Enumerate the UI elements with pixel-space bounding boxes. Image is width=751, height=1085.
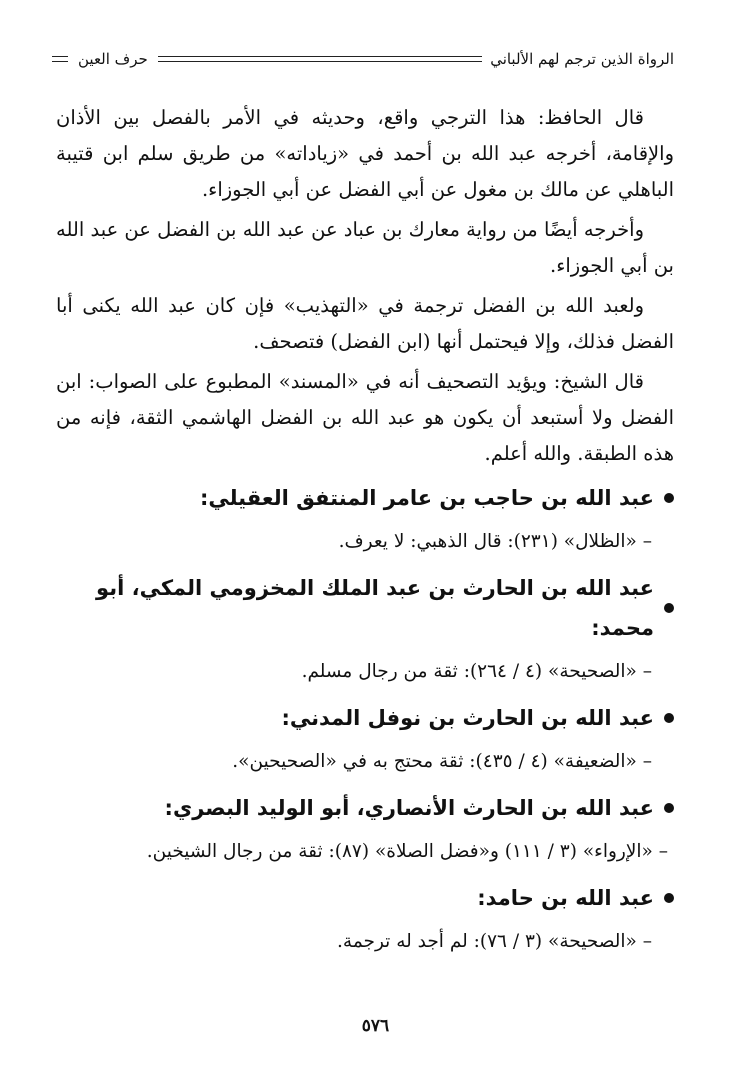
entry-heading-text: عبد الله بن حامد:: [477, 886, 654, 910]
paragraph: ولعبد الله بن الفضل ترجمة في «التهذيب» فإن كان عبد الله يكنى أبا الفضل فذلك، وإلا فيحتمل أنها (ابن الفضل) فتصحف.: [56, 294, 674, 353]
narrator-entry: [56, 878, 674, 960]
paragraph: وأخرجه أيضًا من رواية معارك بن عباد عن عبد الله بن الفضل عن عبد الله بن أبي الجوزاء.: [56, 218, 674, 277]
entry-heading-text: عبد الله بن الحارث بن نوفل المدني:: [281, 706, 654, 730]
paragraph: قال الحافظ: هذا الترجي واقع، وحديثه في الأمر بالفصل بين الأذان والإقامة، أخرجه عبد الله بن أحمد في «زياداته» من طريق سلم ابن قتيبة الباهلي عن مالك بن مغول عن أبي الفضل عن أبي الجوزاء.: [56, 106, 674, 201]
narrator-entry: [56, 478, 674, 560]
running-header: [52, 44, 674, 74]
entry-reference: – «الظلال» (٢٣١): قال الذهبي: لا يعرف.: [338, 531, 652, 552]
narrator-entry: [56, 698, 674, 780]
page-body: [56, 100, 674, 968]
bullet-icon: [664, 493, 674, 503]
header-end-mark: [52, 56, 68, 62]
entry-reference: – «الصحيحة» (٣ / ٧٦): لم أجد له ترجمة.: [337, 931, 652, 952]
paragraph: قال الشيخ: ويؤيد التصحيف أنه في «المسند» المطبوع على الصواب: ابن الفضل ولا أستبعد أن يكون هو عبد الله بن الفضل الهاشمي الثقة، فإنه من هذه الطبقة. والله أعلم.: [56, 370, 674, 465]
bullet-icon: [664, 803, 674, 813]
entry-heading: [56, 788, 674, 828]
narrator-entry: [56, 568, 674, 690]
entry-reference: – «الصحيحة» (٤ / ٢٦٤): ثقة من رجال مسلم.: [301, 661, 652, 682]
entry-heading-text: عبد الله بن حاجب بن عامر المنتفق العقيلي:: [199, 486, 654, 510]
entry-heading: [56, 878, 674, 918]
bullet-icon: [664, 603, 674, 613]
bullet-icon: [664, 713, 674, 723]
running-title: الرواة الذين ترجم لهم الألباني: [490, 50, 674, 68]
entry-reference: – «الإرواء» (٣ / ١١١) و«فضل الصلاة» (٨٧): ثقة من رجال الشيخين.: [146, 841, 668, 862]
page-number: ٥٧٦: [361, 1016, 390, 1036]
chapter-title: حرف العين: [78, 50, 148, 68]
narrator-entry: [56, 788, 674, 870]
entry-heading: [56, 698, 674, 738]
entry-heading: [56, 568, 674, 648]
entry-heading: [56, 478, 674, 518]
entry-heading-text: عبد الله بن الحارث الأنصاري، أبو الوليد البصري:: [164, 796, 654, 820]
entry-heading-text: عبد الله بن الحارث بن عبد الملك المخزومي المكي، أبو محمد:: [96, 576, 654, 640]
entry-reference: – «الضعيفة» (٤ / ٤٣٥): ثقة محتج به في «الصحيحين».: [232, 751, 652, 772]
header-rule: [158, 56, 482, 62]
bullet-icon: [664, 893, 674, 903]
